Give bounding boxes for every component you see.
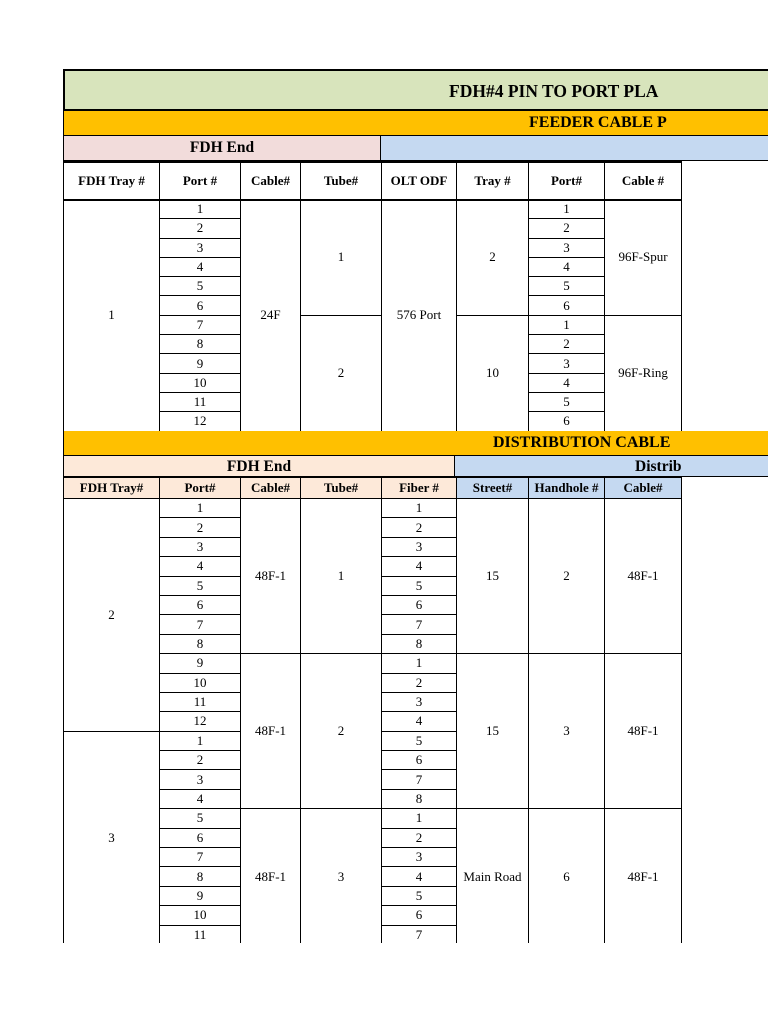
feeder-section-label: FEEDER CABLE P — [529, 114, 667, 131]
port-cell: 4 — [160, 789, 241, 808]
dist-cable-cell: 48F-1 — [605, 809, 682, 943]
handhole-cell: 2 — [529, 499, 605, 654]
tube-cell: 2 — [301, 654, 382, 809]
tube-cell: 3 — [301, 809, 382, 943]
distribution-group-distribution — [455, 455, 768, 477]
port-cell: 6 — [160, 296, 241, 315]
feeder-group-fdh-end: FDH End — [63, 135, 381, 161]
fiber-cell: 2 — [382, 673, 457, 692]
fdh-tray-cell: 2 — [64, 499, 160, 732]
header-olt-port: Port# — [529, 162, 605, 200]
distribution-table — [63, 498, 682, 943]
port-cell: 3 — [160, 238, 241, 257]
header-olt-cable: Cable # — [605, 162, 682, 200]
port-cell: 2 — [160, 219, 241, 238]
olt-port-cell: 2 — [529, 335, 605, 354]
olt-port-cell: 3 — [529, 354, 605, 373]
cable-cell: 48F-1 — [241, 809, 301, 943]
cable-cell: 48F-1 — [241, 654, 301, 809]
header-dist-tube: Tube# — [301, 478, 382, 499]
fiber-cell: 4 — [382, 712, 457, 731]
port-cell: 12 — [160, 412, 241, 431]
olt-odf-cell: 576 Port — [382, 200, 457, 432]
olt-port-cell: 1 — [529, 200, 605, 219]
header-dist-cable-out: Cable# — [605, 478, 682, 499]
fiber-cell: 8 — [382, 789, 457, 808]
handhole-cell: 3 — [529, 654, 605, 809]
header-dist-street: Street# — [457, 478, 529, 499]
tray-cell: 2 — [457, 200, 529, 316]
street-cell: 15 — [457, 499, 529, 654]
olt-port-cell: 5 — [529, 392, 605, 411]
fiber-cell: 2 — [382, 518, 457, 537]
port-cell: 5 — [160, 809, 241, 828]
olt-port-cell: 6 — [529, 412, 605, 431]
fiber-cell: 6 — [382, 595, 457, 614]
distribution-header-row — [63, 477, 682, 499]
sheet-title: FDH#4 PIN TO PORT PLA — [63, 69, 768, 111]
tube-cell: 1 — [301, 499, 382, 654]
tray-cell: 10 — [457, 315, 529, 431]
port-cell: 6 — [160, 595, 241, 614]
spreadsheet — [63, 69, 768, 943]
port-cell: 5 — [160, 576, 241, 595]
port-cell: 3 — [160, 537, 241, 556]
distribution-section-label: DISTRIBUTION CABLE — [493, 434, 671, 451]
port-cell: 2 — [160, 518, 241, 537]
header-dist-fiber: Fiber # — [382, 478, 457, 499]
dist-cable-cell: 48F-1 — [605, 654, 682, 809]
fiber-cell: 3 — [382, 692, 457, 711]
fiber-cell: 7 — [382, 615, 457, 634]
header-tube: Tube# — [301, 162, 382, 200]
port-cell: 8 — [160, 335, 241, 354]
feeder-table — [63, 199, 682, 432]
header-dist-fdh-tray: FDH Tray# — [64, 478, 160, 499]
street-cell: 15 — [457, 654, 529, 809]
distribution-group-label: Distrib — [635, 458, 682, 475]
olt-port-cell: 2 — [529, 219, 605, 238]
fiber-cell: 1 — [382, 809, 457, 828]
olt-port-cell: 1 — [529, 315, 605, 334]
fiber-cell: 6 — [382, 906, 457, 925]
port-cell: 9 — [160, 354, 241, 373]
port-cell: 11 — [160, 692, 241, 711]
handhole-cell: 6 — [529, 809, 605, 943]
header-dist-cable: Cable# — [241, 478, 301, 499]
dist-cable-cell: 48F-1 — [605, 499, 682, 654]
port-cell: 7 — [160, 848, 241, 867]
header-tray: Tray # — [457, 162, 529, 200]
table-row — [64, 200, 682, 219]
olt-port-cell: 3 — [529, 238, 605, 257]
distribution-group-fdh-end: FDH End — [63, 455, 455, 477]
header-dist-handhole: Handhole # — [529, 478, 605, 499]
port-cell: 9 — [160, 886, 241, 905]
tube-cell: 2 — [301, 315, 382, 431]
table-row — [64, 499, 682, 518]
port-cell: 4 — [160, 557, 241, 576]
port-cell: 4 — [160, 257, 241, 276]
fiber-cell: 5 — [382, 731, 457, 750]
fiber-cell: 1 — [382, 654, 457, 673]
port-cell: 1 — [160, 731, 241, 750]
port-cell: 8 — [160, 634, 241, 653]
olt-cable-cell: 96F-Ring — [605, 315, 682, 431]
olt-port-cell: 4 — [529, 257, 605, 276]
port-cell: 7 — [160, 615, 241, 634]
fiber-cell: 3 — [382, 848, 457, 867]
cable-cell: 24F — [241, 200, 301, 432]
port-cell: 11 — [160, 392, 241, 411]
olt-port-cell: 4 — [529, 373, 605, 392]
port-cell: 9 — [160, 654, 241, 673]
header-dist-port: Port# — [160, 478, 241, 499]
distribution-section-title — [63, 431, 768, 455]
fiber-cell: 4 — [382, 557, 457, 576]
port-cell: 8 — [160, 867, 241, 886]
street-cell: Main Road — [457, 809, 529, 943]
port-cell: 2 — [160, 751, 241, 770]
cable-cell: 48F-1 — [241, 499, 301, 654]
fiber-cell: 7 — [382, 925, 457, 943]
fiber-cell: 4 — [382, 867, 457, 886]
fiber-cell: 1 — [382, 499, 457, 518]
feeder-group-olt-end — [381, 135, 768, 161]
port-cell: 10 — [160, 673, 241, 692]
port-cell: 10 — [160, 906, 241, 925]
fiber-cell: 5 — [382, 576, 457, 595]
olt-port-cell: 5 — [529, 277, 605, 296]
header-olt-odf: OLT ODF — [382, 162, 457, 200]
port-cell: 5 — [160, 277, 241, 296]
port-cell: 3 — [160, 770, 241, 789]
header-fdh-tray: FDH Tray # — [64, 162, 160, 200]
fiber-cell: 2 — [382, 828, 457, 847]
port-cell: 11 — [160, 925, 241, 943]
fiber-cell: 6 — [382, 751, 457, 770]
port-cell: 6 — [160, 828, 241, 847]
feeder-section-title — [63, 111, 768, 135]
port-cell: 10 — [160, 373, 241, 392]
port-cell: 1 — [160, 200, 241, 219]
header-cable: Cable# — [241, 162, 301, 200]
port-cell: 12 — [160, 712, 241, 731]
header-port: Port # — [160, 162, 241, 200]
fdh-tray-cell: 1 — [64, 200, 160, 432]
fiber-cell: 8 — [382, 634, 457, 653]
feeder-header-row — [63, 161, 682, 201]
olt-cable-cell: 96F-Spur — [605, 200, 682, 316]
olt-port-cell: 6 — [529, 296, 605, 315]
port-cell: 1 — [160, 499, 241, 518]
fiber-cell: 5 — [382, 886, 457, 905]
fiber-cell: 7 — [382, 770, 457, 789]
tube-cell: 1 — [301, 200, 382, 316]
fdh-tray-cell: 3 — [64, 731, 160, 943]
fiber-cell: 3 — [382, 537, 457, 556]
port-cell: 7 — [160, 315, 241, 334]
